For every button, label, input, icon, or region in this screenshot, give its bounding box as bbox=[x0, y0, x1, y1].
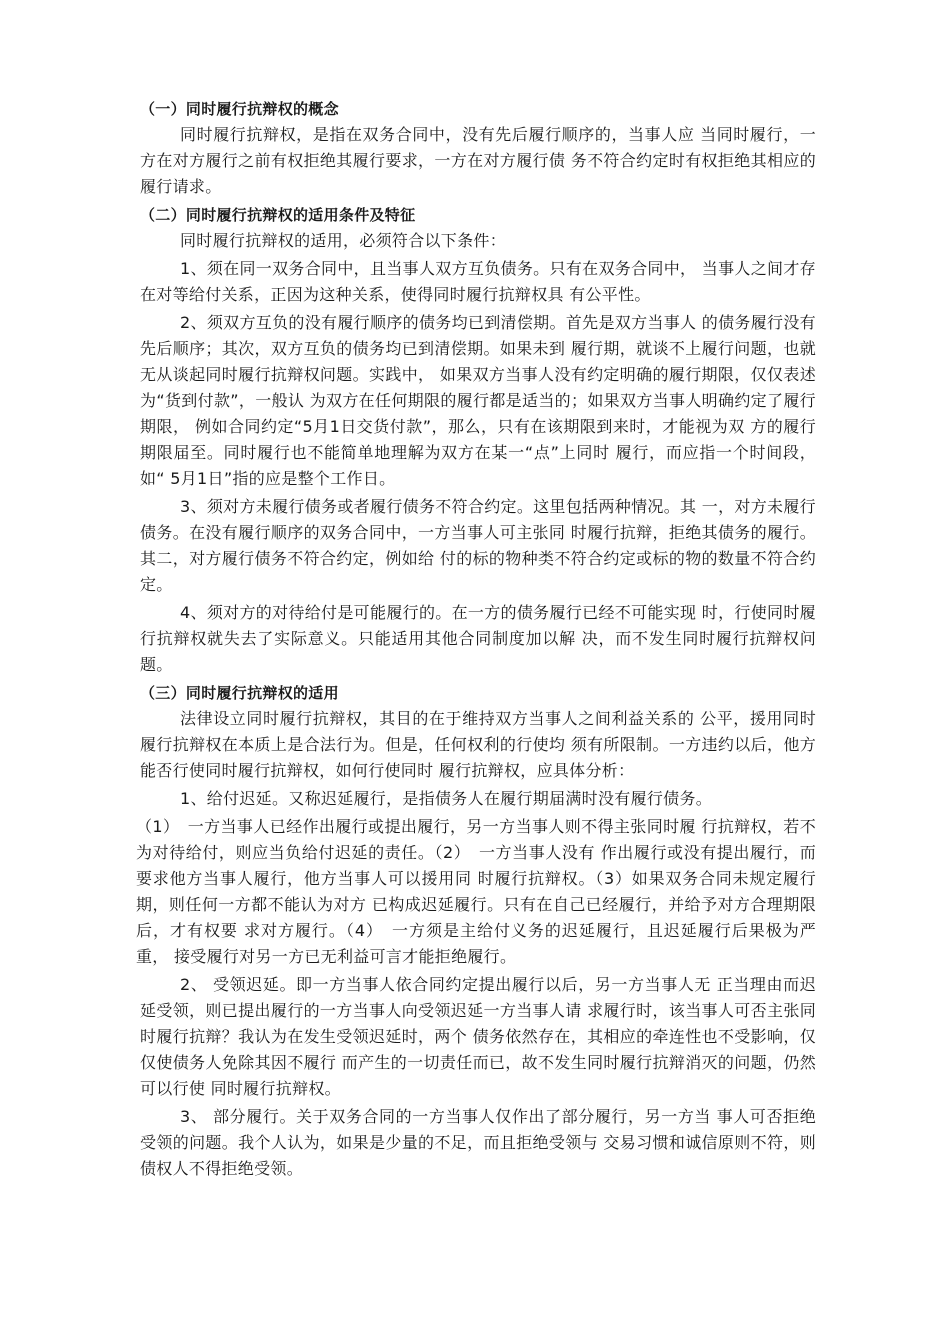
paragraph: 同时履行抗辩权的适用，必须符合以下条件： bbox=[180, 231, 507, 250]
document-page bbox=[136, 96, 816, 1184]
section-heading: （二）同时履行抗辩权的适用条件及特征 bbox=[140, 206, 416, 224]
paragraph: 3、 部分履行。关于双务合同的一方当事人仅作出了部分履行，另一方当 事人可否拒绝受领的问题。我个人认为，如果是少量的不足，而且拒绝受领与 交易习惯和诚信原则不符，则债权人不得拒绝受领。 bbox=[140, 1107, 816, 1178]
paragraph: 4、须对方的对待给付是可能履行的。在一方的债务履行已经不可能实现 时，行使同时履行抗辩权就失去了实际意义。只能适用其他合同制度加以解 决，而不发生同时履行抗辩权问题。 bbox=[140, 603, 816, 674]
section-application bbox=[136, 680, 816, 1182]
paragraph: 2、 受领迟延。即一方当事人依合同约定提出履行以后，另一方当事人无 正当理由而迟延受领，则已提出履行的一方当事人向受领迟延一方当事人请 求履行时，该当事人可否主张同时履行抗辩？我认为在发生受领迟延时，两个 债务依然存在，其相应的牵连性也不受影响，仅仅使债务人免除其因不履行 而产生的一切责任而已，故不发生同时履行抗辩消灭的问题，仍然可以行使 同时履行抗辩权。 bbox=[140, 975, 816, 1098]
section-concept bbox=[140, 96, 816, 200]
section-conditions bbox=[140, 202, 816, 678]
section-heading: （一）同时履行抗辩权的概念 bbox=[140, 100, 339, 118]
paragraph: 同时履行抗辩权，是指在双务合同中，没有先后履行顺序的，当事人应 当同时履行，一方在对方履行之前有权拒绝其履行要求，一方在对方履行债 务不符合约定时有权拒绝其相应的履行请求。 bbox=[140, 125, 816, 196]
paragraph: 法律设立同时履行抗辩权，其目的在于维持双方当事人之间利益关系的 公平，援用同时履行抗辩权在本质上是合法行为。但是，任何权利的行使均 须有所限制。一方违约以后，他方能否行使同时履行抗辩权，如何行使同时 履行抗辩权，应具体分析： bbox=[140, 709, 816, 780]
section-heading: （三）同时履行抗辩权的适用 bbox=[140, 684, 339, 702]
paragraph: 2、须双方互负的没有履行顺序的债务均已到清偿期。首先是双方当事人 的债务履行没有先后顺序；其次，双方互负的债务均已到清偿期。如果未到 履行期，就谈不上履行问题，也就无从谈起同时履行抗辩权问题。实践中， 如果双方当事人没有约定明确的履行期限，仅仅表述为“货到付款”，一般认 为双方在任何期限的履行都是适当的；如果双方当事人明确约定了履行期限， 例如合同约定“5月1日交货付款”，那么，只有在该期限到来时，才能视为双 方的履行期限届至。同时履行也不能简单地理解为双方在某一“点”上同时 履行，而应指一个时间段，如“ 5月1日”指的应是整个工作日。 bbox=[140, 313, 816, 488]
numbered-list-paragraph: （1） 一方当事人已经作出履行或提出履行，另一方当事人则不得主张同时履 行抗辩权，若不为对待给付，则应当负给付迟延的责任。（2） 一方当事人没有 作出履行或没有提出履行，而要求他方当事人履行，他方当事人可以援用同 时履行抗辩权。（3）如果双务合同未规定履行期，则任何一方都不能认为对方 已构成迟延履行。只有在自己已经履行，并给予对方合理期限后，才有权要 求对方履行。（4） 一方须是主给付义务的迟延履行，且迟延履行后果极为严重， 接受履行对另一方已无利益可言才能拒绝履行。 bbox=[136, 817, 816, 966]
paragraph: 1、须在同一双务合同中，且当事人双方互负债务。只有在双务合同中， 当事人之间才存在对等给付关系，正因为这种关系，使得同时履行抗辩权具 有公平性。 bbox=[140, 259, 816, 304]
paragraph: 1、给付迟延。又称迟延履行，是指债务人在履行期届满时没有履行债务。 bbox=[180, 789, 713, 808]
paragraph: 3、须对方未履行债务或者履行债务不符合约定。这里包括两种情况。其 一，对方未履行债务。在没有履行顺序的双务合同中，一方当事人可主张同 时履行抗辩，拒绝其债务的履行。其二，对方履行债务不符合约定，例如给 付的标的物种类不符合约定或标的物的数量不符合约定。 bbox=[140, 497, 816, 594]
